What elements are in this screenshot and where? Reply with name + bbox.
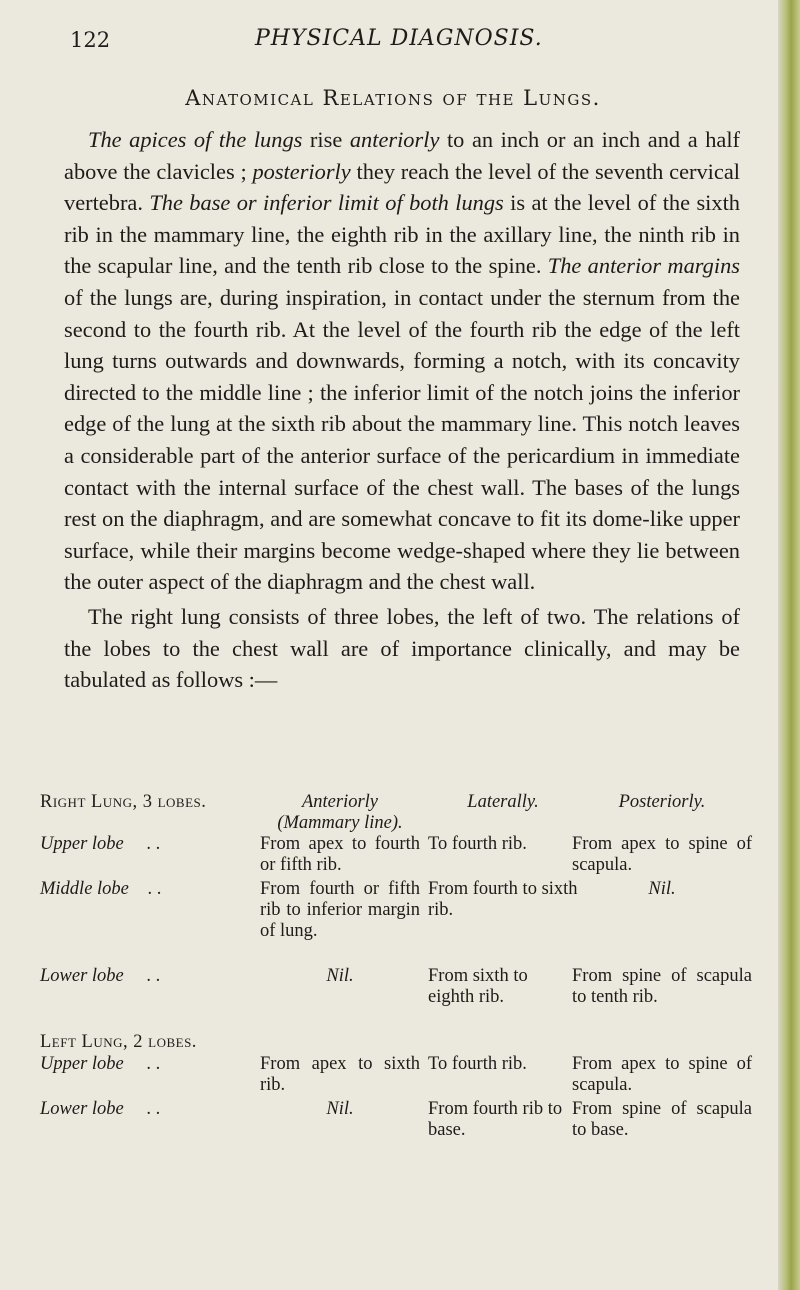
section-heading: Anatomical Relations of the Lungs. bbox=[185, 86, 601, 110]
table-row bbox=[40, 1099, 760, 1144]
lobe-relations-table bbox=[40, 792, 760, 1144]
body-text bbox=[64, 124, 740, 696]
laterally-cell: To fourth rib. bbox=[428, 834, 527, 854]
anteriorly-cell: Nil. bbox=[326, 1099, 354, 1119]
left-lung-heading: Left Lung, 2 lobes. bbox=[40, 1032, 197, 1052]
lobe-label bbox=[40, 1099, 240, 1120]
lobe-label bbox=[40, 966, 240, 987]
paragraph-2: The right lung consists of three lobes, the left of two. The relations of the lobes to the chest wall are of importance clinically, and may be tabulated as follows :— bbox=[64, 603, 740, 693]
table-header-row bbox=[40, 792, 760, 834]
text-run: rise bbox=[302, 127, 350, 152]
paragraph-1 bbox=[64, 124, 740, 598]
lobe-name: Upper lobe bbox=[40, 834, 124, 854]
emphasis-posteriorly: posteriorly bbox=[252, 158, 351, 184]
emphasis-anterior-margins: The anterior margins bbox=[547, 253, 740, 279]
anteriorly-cell: From apex to fourth or fifth rib. bbox=[260, 834, 420, 875]
laterally-cell: From fourth rib to base. bbox=[428, 1099, 563, 1140]
book-spine-edge bbox=[778, 0, 800, 1290]
table-row bbox=[40, 1054, 760, 1099]
right-lung-heading: Right Lung, 3 lobes. bbox=[40, 792, 207, 812]
leader-dots: . . bbox=[146, 1099, 161, 1119]
lobe-label bbox=[40, 834, 240, 855]
table-section-row bbox=[40, 1032, 760, 1054]
leader-dots: . . bbox=[146, 1054, 161, 1074]
posteriorly-cell: From apex to spine of scapula. bbox=[572, 834, 752, 875]
leader-dots: . . bbox=[146, 966, 161, 986]
anteriorly-cell: From fourth or fifth rib to inferior margin of lung. bbox=[260, 879, 420, 941]
posteriorly-cell: From apex to spine of scapula. bbox=[572, 1054, 752, 1095]
lobe-name: Lower lobe bbox=[40, 966, 124, 986]
laterally-cell: To fourth rib. bbox=[428, 1054, 527, 1074]
posteriorly-cell: Nil. bbox=[648, 879, 676, 899]
leader-dots: . . bbox=[147, 879, 162, 899]
col-anteriorly bbox=[260, 792, 420, 834]
col-posteriorly: Posteriorly. bbox=[618, 792, 706, 812]
emphasis-base: The base or inferior limit of both lungs bbox=[149, 190, 504, 216]
col-anteriorly-sub: (Mammary line). bbox=[277, 813, 403, 833]
table-row bbox=[40, 966, 760, 1032]
text-run: they reach the level of the seventh cervical vertebra. bbox=[64, 158, 740, 216]
text-run: to an inch or an inch and a half above the clavicles ; bbox=[64, 127, 741, 184]
leader-dots: . . bbox=[146, 834, 161, 854]
running-title: PHYSICAL DIAGNOSIS. bbox=[255, 26, 543, 51]
laterally-cell: From fourth to sixth rib. bbox=[428, 879, 578, 920]
lobe-label bbox=[40, 1054, 240, 1075]
anteriorly-cell: Nil. bbox=[326, 966, 354, 986]
table-row bbox=[40, 879, 760, 966]
lobe-name: Middle lobe bbox=[40, 879, 129, 899]
emphasis-apices: The apices of the lungs bbox=[88, 127, 303, 152]
col-anteriorly-label: Anteriorly bbox=[301, 792, 379, 812]
laterally-cell: From sixth to eighth rib. bbox=[428, 966, 528, 1007]
table-row bbox=[40, 834, 760, 879]
text-run: of the lungs are, during inspiration, in contact under the sternum from the second to the fourth rib. At the level of the fourth rib the edge of the left lung turns outwards and downwards, forming a notch, with its concavity directed to the middle line ; the inferior limit of the notch joins the inferior edge of the lung at the sixth rib about the mammary line. This notch leaves a considerable part of the anterior surface of the pericardium in immediate contact with the internal surface of the chest wall. The bases of the lungs rest on the diaphragm, and are somewhat concave to fit its dome-like upper surface, while their margins become wedge-shaped where they lie between the outer aspect of the diaphragm and the chest wall. bbox=[64, 284, 740, 595]
lobe-name: Upper lobe bbox=[40, 1054, 124, 1074]
running-head bbox=[70, 28, 696, 58]
anteriorly-cell: From apex to sixth rib. bbox=[260, 1054, 420, 1095]
page-number: 122 bbox=[70, 28, 111, 52]
emphasis-anteriorly: anteriorly bbox=[349, 127, 440, 152]
col-laterally: Laterally. bbox=[467, 792, 539, 812]
lobe-name: Lower lobe bbox=[40, 1099, 124, 1119]
posteriorly-cell: From spine of scapula to base. bbox=[572, 1099, 752, 1140]
posteriorly-cell: From spine of scapula to tenth rib. bbox=[572, 966, 752, 1007]
lobe-label bbox=[40, 879, 240, 900]
text-run: is at the level of the sixth rib in the mammary line, the eighth rib in the axillary line, the ninth rib in the scapular line, and the tenth rib close to the spine. bbox=[64, 190, 740, 279]
